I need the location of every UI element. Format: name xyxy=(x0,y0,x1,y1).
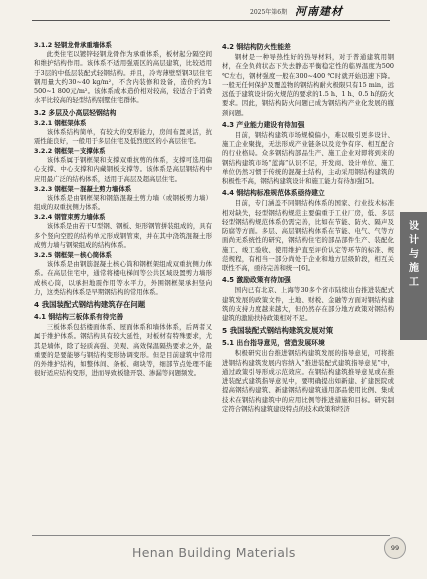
footer-rule xyxy=(32,535,390,536)
paragraph: 该体系是由钢框架和钢筋混凝土剪力墙（或钢板剪力墙）组成的双重抗侧力体系。 xyxy=(34,193,212,211)
side-tab-label: 设计与施工 xyxy=(409,221,419,288)
section-heading: 4.4 钢结构标准规范体系亟待建立 xyxy=(222,189,325,198)
left-column xyxy=(34,40,212,379)
paragraph: 该体系属于钢框架和支撑双重抗剪的体系，支撑可选用偏心支撑、中心支撑和内藏钢板支撑等。该体系是高层钢结构中应用最广泛的结构体系，适用于高层及超高层住宅。 xyxy=(34,156,212,183)
section-heading: 5.1 出台指导意见，营造发展环境 xyxy=(222,339,325,348)
paragraph: 目前，专门涵盖不同钢结构体系的国家、行业技术标准相对缺失，轻型钢结构规范主要偏重于工业厂房，低、多层轻型钢结构规范体系仍需完善，比如在节能、防火、隔声及防腐等方面。多层、高层钢结构体系在节能、电气、气等方面尚无系统性的研究，钢结构住宅的部品部件生产、装配化施工、竣工验收、使用维护直至评价认定等环节的标准、规范规程，有相当一部分尚处于企业和地方层级阶段，相互关联性不高，亟待完善和统一[6]。 xyxy=(222,199,394,272)
paragraph: 三板体系包括楼面体系、屋面体系和墙体体系，后两者又属于维护体系。钢结构具有较大延性，对板材有特殊要求，尤其是墙体，除了轻质高强、美观、高效保温隔热要求之外，最重要的是要能够与钢结构变形协调变形。但是目前建筑中常用的外维护结构，如整体间、条板、砌块等，细部节点处理不能很好适应结构变形，进而导致板缝开裂、渗漏等问题频发。 xyxy=(34,323,212,378)
section-heading: 4.3 产业能力建设有待加强 xyxy=(222,120,305,129)
header-rule xyxy=(32,20,390,21)
chapter-heading: 5 我国装配式钢结构建筑发展对策 xyxy=(222,326,334,336)
section-heading: 3.2.2 钢框架－支撑体系 xyxy=(34,147,106,155)
page-footer xyxy=(0,535,427,579)
section-heading: 4.2 钢结构防火性能差 xyxy=(222,43,291,51)
section-heading: 3.2.3 钢框架－混凝土剪力墙体系 xyxy=(34,184,132,193)
journal-name-footer: Henan Building Materials xyxy=(132,545,296,560)
chapter-heading: 4 我国装配式钢结构建筑存在问题 xyxy=(34,300,146,309)
section-side-tab xyxy=(400,212,427,340)
section-heading: 3.1.2 轻钢龙骨承重墙体系 xyxy=(34,41,112,49)
paragraph: 该体系是由若干U型钢、钢板、矩形钢管拼装组成的，具有多个竖向空腔的结构单元形成钢管束，并在其中浇筑混凝土形成剪力墙与钢梁组成的结构体系。 xyxy=(34,222,212,249)
section-heading: 3.2.1 钢框架体系 xyxy=(34,118,87,127)
journal-brand: 河南建材 xyxy=(295,5,343,18)
paragraph: 该体系是由钢筋混凝土核心筒和钢框架组成双重抗侧力体系。在高层住宅中，通常将楼电梯间等公共区域设置剪力墙形成核心筒，以承担地震作用等水平力，外围钢框架承担竖向力，这类结构体系是早期钢结构的常用体系。 xyxy=(34,260,212,296)
paragraph: 积极研究出台推进钢结构建筑发展的指导意见，可将推进钢结构建筑发展内容纳入“推进装配式建筑指导意见”中，通过政策引导形成示范效应。在钢结构建筑推导意见或在推进装配式建筑指导意见中，要明确提出如新建、扩建医院或提高钢结构建筑、新建钢结构建筑通用部品使用比例、集成技术在钢结构建筑中的应用比例等推进措施和目标。研究制定符合钢结构建筑建设特点的技术政策和经济 xyxy=(222,349,394,413)
page-number: 99 xyxy=(384,537,406,559)
section-heading: 4.5 激励政策有待加强 xyxy=(222,276,291,285)
section-heading: 3.2.4 钢管束剪力墙体系 xyxy=(34,213,106,222)
paragraph: 国内已有北京、上海等30多个省市陆续出台推进装配式建筑发展的政策文件，土地、财税、金融等方面对钢结构建筑的支持力度越来越大，但仍然存在部分地方政策对钢结构建筑的激励扶持政策相对不足。 xyxy=(222,286,394,322)
paragraph: 钢材是一种导热性好的热导材料，对于普通建筑用钢材，在全负荷状态下失去静态平衡稳定性的临界温度为500 ℃左右，钢材强度一般在300~400 ℃时就开始迅速下降。一般无任何保护及覆盖物的钢结构耐火极限只有15 min，远远低于建筑设计防火规范的要求的1.5 h、1 h、0.5 h的防火要求。因此，钢结构防火问题已成为钢结构产业化发展的瓶颈问题。 xyxy=(222,53,394,117)
issue-label: 2025年第6期 xyxy=(250,9,288,16)
section-heading: 3.2 多层及小高层轻钢结构 xyxy=(34,108,117,117)
section-heading: 4.1 钢结构三板体系有待完善 xyxy=(34,313,124,321)
section-heading: 3.2.5 钢框架－核心筒体系 xyxy=(34,251,112,259)
paragraph: 该体系结构简单，有较大的变形能力，房间布置灵活，抗震性能良好，一般用于多层住宅及低烈度区的小高层住宅。 xyxy=(34,127,212,145)
paragraph: 此类住宅以镀锌轻钢龙骨作为承重体系，板材起分隔空间和维护结构作用。该体系不适用强震区的高层建筑，比较适用于3层的中低层装配式轻钢结构。并且，冷弯薄壁型钢3层住宅钢用量大约30~40 kg/m²，不含内装修和设备，造价约为1 500~1 800元/m²。该体系成本造价相对较高，较适合于消费水平比较高的轻型结构别墅住宅群体。 xyxy=(34,50,212,105)
page-header xyxy=(0,0,427,20)
right-column xyxy=(222,40,394,414)
paragraph: 目前，钢结构建筑市场规模偏小，难以吸引更多设计、施工企业聚拢，无法形成产业链条以及竞争有序、相互配合的行业格局。众多钢结构部品生产、施工企业对即将到来的钢结构建筑市场“蓝海”认识不足，开发商、设计单位、施工单位仍然习惯于传统的混凝土结构，主动采用钢结构建筑的积极性不高，钢结构建筑设计和施工能力有待加强[5]。 xyxy=(222,130,394,185)
